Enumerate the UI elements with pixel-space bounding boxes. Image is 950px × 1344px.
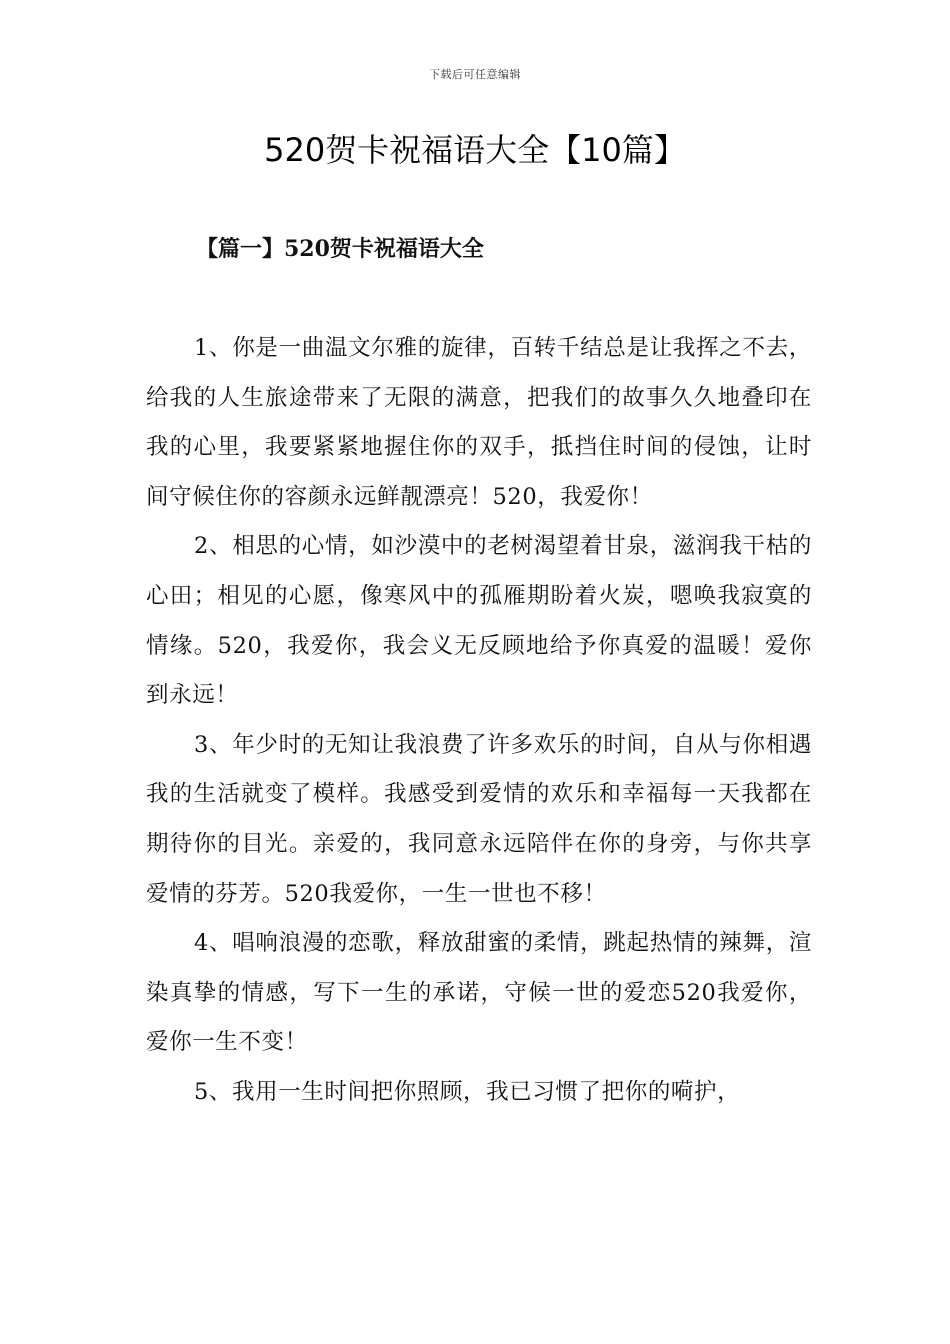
document-body bbox=[146, 324, 812, 1118]
paragraph-4: 4、唱响浪漫的恋歌，释放甜蜜的柔情，跳起热情的辣舞，渲染真挚的情感，写下一生的承诺，守候一世的爱恋520我爱你，爱你一生不变！ bbox=[146, 930, 812, 1056]
document-title: 520贺卡祝福语大全【10篇】 bbox=[264, 131, 686, 169]
paragraph-1: 1、你是一曲温文尔雅的旋律，百转千结总是让我挥之不去，给我的人生旅途带来了无限的满意，把我们的故事久久地叠印在我的心里，我要紧紧地握住你的双手，抵挡住时间的侵蚀，让时间守候住你的容颜永远鲜靓漂亮！520，我爱你！ bbox=[146, 335, 812, 510]
paragraph-3: 3、年少时的无知让我浪费了许多欢乐的时间，自从与你相遇我的生活就变了模样。我感受到爱情的欢乐和幸福每一天我都在期待你的目光。亲爱的，我同意永远陪伴在你的身旁，与你共享爱情的芬芳。520我爱你，一生一世也不移！ bbox=[146, 731, 812, 907]
paragraph-2: 2、相思的心情，如沙漠中的老树渴望着甘泉，滋润我干枯的心田；相见的心愿，像寒风中的孤雁期盼着火炭，嗯唤我寂寞的情缘。520，我爱你，我会义无反顾地给予你真爱的温暖！爱你到永远！ bbox=[146, 533, 812, 709]
header-note: 下载后可任意编辑 bbox=[429, 68, 521, 81]
section-heading: 【篇一】520贺卡祝福语大全 bbox=[196, 236, 484, 262]
paragraph-5: 5、我用一生时间把你照顾，我已习惯了把你的嗬护， bbox=[194, 1078, 741, 1105]
